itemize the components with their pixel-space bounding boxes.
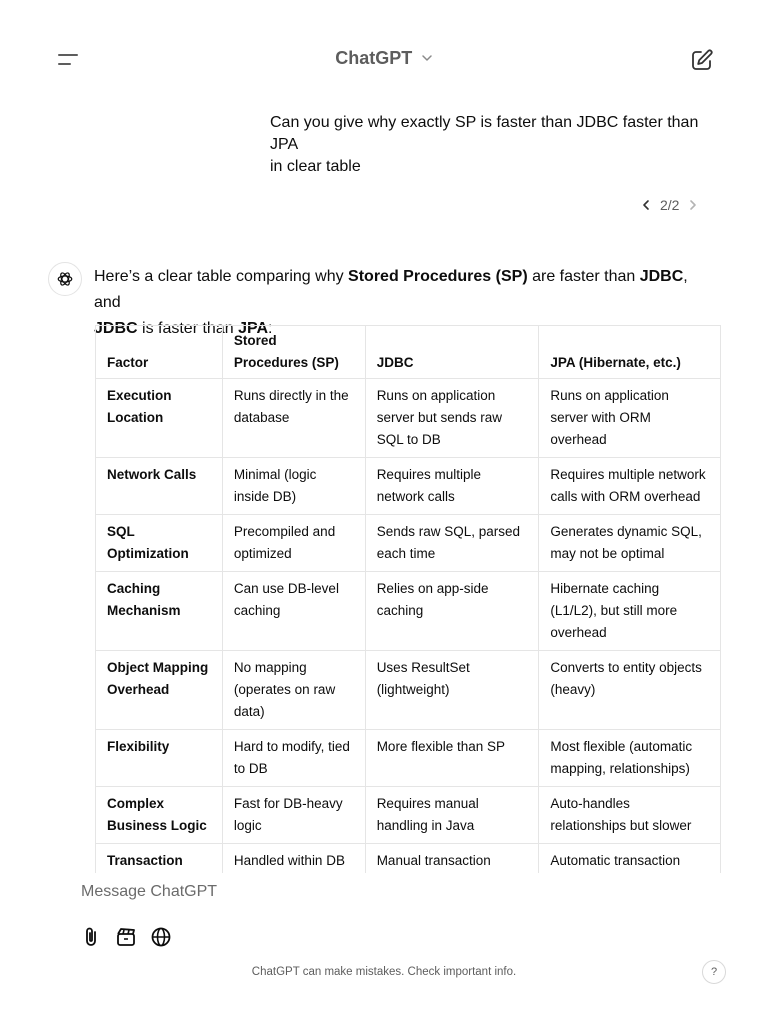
- table-cell: Precompiled and optimized: [222, 515, 365, 572]
- table-cell: More flexible than SP: [365, 730, 539, 787]
- chevron-right-icon[interactable]: [683, 194, 703, 216]
- response-pager: [636, 194, 703, 216]
- table-header-row: [96, 326, 721, 379]
- chevron-left-icon[interactable]: [636, 194, 656, 216]
- table-cell: No mapping (operates on raw data): [222, 651, 365, 730]
- composer-toolbar: [80, 926, 172, 948]
- table-cell: Runs on application server with ORM overhead: [539, 379, 721, 458]
- table-cell: Manual transaction: [365, 844, 539, 874]
- intro-text: is faster than: [137, 320, 239, 337]
- table-cell: Hard to modify, tied to DB: [222, 730, 365, 787]
- table-cell: Auto-handles relationships but slower: [539, 787, 721, 844]
- intro-text: , and: [94, 268, 688, 311]
- table-row: [96, 458, 721, 515]
- disclaimer-text: ChatGPT can make mistakes. Check important info.: [251, 966, 517, 978]
- table-cell: Handled within DB: [222, 844, 365, 874]
- table-cell: Hibernate caching (L1/L2), but still more overhead: [539, 572, 721, 651]
- table-cell: Complex Business Logic: [96, 787, 223, 844]
- table-cell: Transaction: [96, 844, 223, 874]
- comparison-table-container: [95, 325, 721, 873]
- edit-icon[interactable]: [690, 48, 714, 72]
- pager-count: 2/2: [660, 197, 680, 213]
- table-cell: Caching Mechanism: [96, 572, 223, 651]
- table-cell: Most flexible (automatic mapping, relationships): [539, 730, 721, 787]
- comparison-table: [95, 325, 721, 873]
- table-cell: Automatic transaction: [539, 844, 721, 874]
- table-row: [96, 787, 721, 844]
- clapperboard-icon[interactable]: [115, 926, 137, 948]
- user-message-line: JPA: [270, 136, 299, 153]
- intro-bold: Stored Procedures (SP): [348, 268, 528, 285]
- table-cell: Flexibility: [96, 730, 223, 787]
- table-row: [96, 572, 721, 651]
- table-cell: Execution Location: [96, 379, 223, 458]
- table-row: [96, 844, 721, 874]
- intro-bold: JDBC: [639, 268, 684, 285]
- table-row: [96, 651, 721, 730]
- chevron-down-icon: [421, 51, 433, 69]
- intro-bold: JPA: [238, 320, 268, 337]
- table-cell: Requires multiple network calls with ORM overhead: [539, 458, 721, 515]
- intro-text: Here’s a clear table comparing why: [94, 268, 349, 285]
- intro-text: are faster than: [527, 268, 640, 285]
- table-cell: Minimal (logic inside DB): [222, 458, 365, 515]
- paperclip-icon[interactable]: [80, 926, 102, 948]
- table-header-cell: Factor: [96, 326, 223, 379]
- table-header-cell: JDBC: [365, 326, 539, 379]
- table-cell: Generates dynamic SQL, may not be optimal: [539, 515, 721, 572]
- intro-text: :: [268, 320, 273, 337]
- table-cell: Converts to entity objects (heavy): [539, 651, 721, 730]
- table-row: [96, 730, 721, 787]
- openai-logo-icon: [48, 262, 82, 296]
- user-message-line: Can you give why exactly SP is faster than JDBC faster than: [270, 114, 699, 131]
- table-row: [96, 379, 721, 458]
- table-cell: Sends raw SQL, parsed each time: [365, 515, 539, 572]
- intro-bold: JDBC: [94, 320, 138, 337]
- table-row: [96, 515, 721, 572]
- table-cell: Relies on app-side caching: [365, 572, 539, 651]
- app-title[interactable]: ChatGPT: [335, 48, 413, 68]
- table-cell: SQL Optimization: [96, 515, 223, 572]
- table-cell: Requires multiple network calls: [365, 458, 539, 515]
- user-message-line: in clear table: [270, 158, 361, 175]
- table-cell: Runs directly in the database: [222, 379, 365, 458]
- table-cell: Uses ResultSet (lightweight): [365, 651, 539, 730]
- table-cell: Can use DB-level caching: [222, 572, 365, 651]
- message-input[interactable]: Message ChatGPT: [81, 883, 218, 900]
- table-cell: Runs on application server but sends raw SQL to DB: [365, 379, 539, 458]
- model-selector[interactable]: [0, 48, 768, 69]
- globe-icon[interactable]: [150, 926, 172, 948]
- help-button[interactable]: ?: [702, 960, 726, 984]
- table-header-cell: Stored Procedures (SP): [222, 326, 365, 379]
- table-cell: Requires manual handling in Java: [365, 787, 539, 844]
- header: [0, 0, 768, 120]
- table-cell: Fast for DB-heavy logic: [222, 787, 365, 844]
- table-cell: Network Calls: [96, 458, 223, 515]
- table-cell: Object Mapping Overhead: [96, 651, 223, 730]
- user-message: [270, 112, 700, 178]
- table-header-cell: JPA (Hibernate, etc.): [539, 326, 721, 379]
